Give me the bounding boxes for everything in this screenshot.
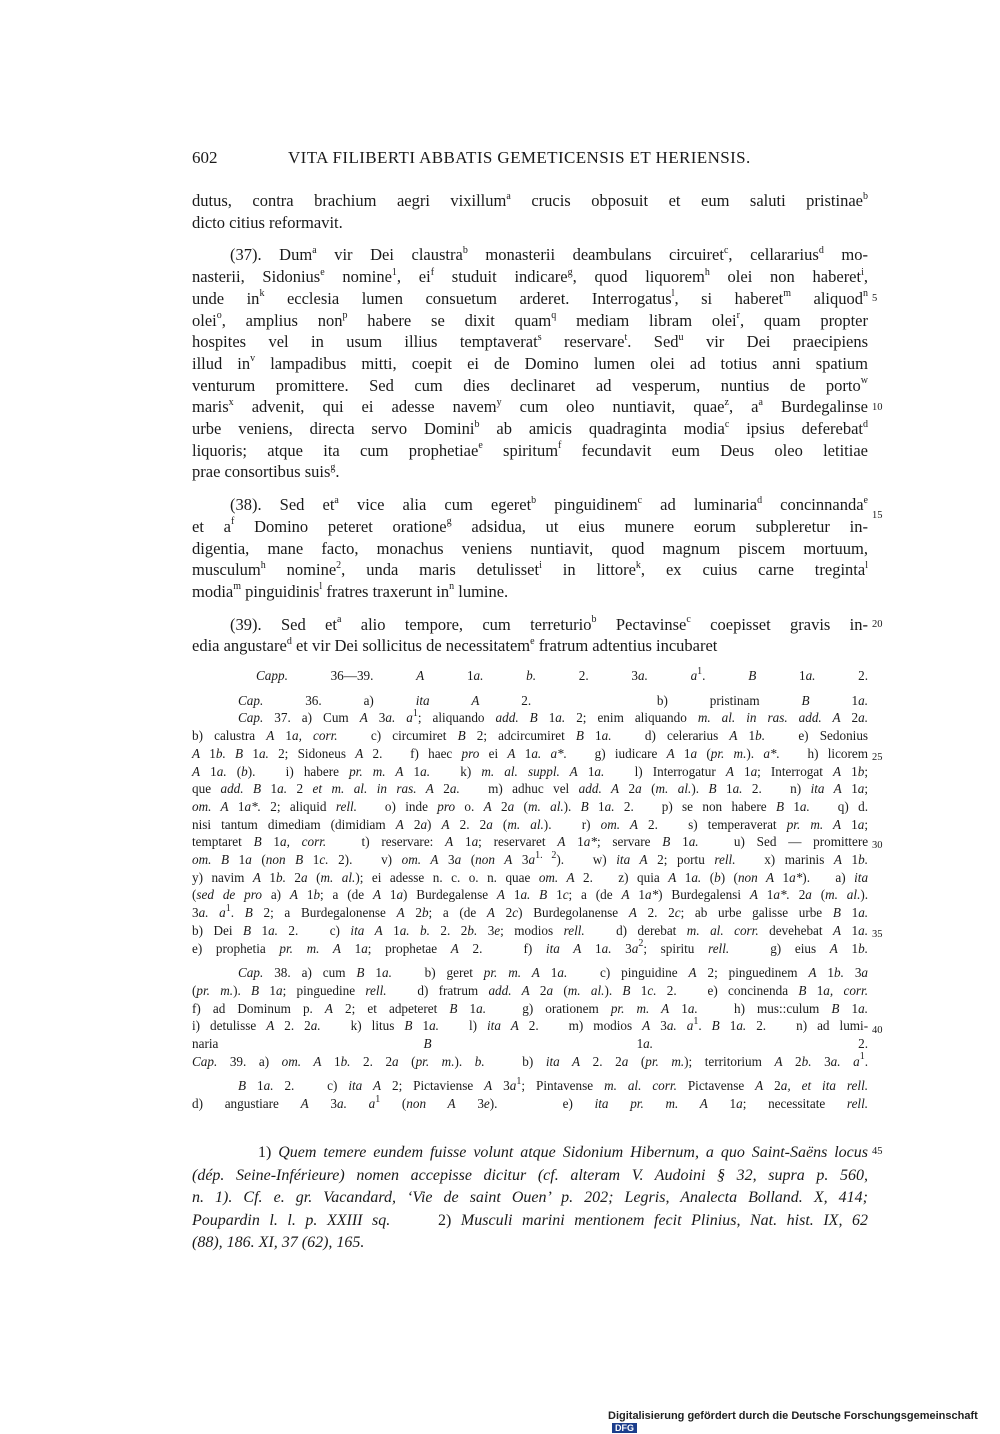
main-text-line: nasterii, Sidonius$^e$ nomine$^1$, $ei^f$ studuit indicare$^g$, quod liquorem$^h$ olei non haberet$^i$, <box>192 266 869 287</box>
line-number: 20 <box>872 619 883 630</box>
footnote-line: Poupardin l. l. p. XXIII sq. 2) Musculi marini mentionem fecit Plinius, Nat. hist. IX, 62 <box>192 1211 868 1229</box>
footer-credit <box>608 1410 1000 1434</box>
main-text-line: digentia, mane facto, monachus veniens nuntiavit, quod magnum piscem mortuum, <box>192 538 868 558</box>
apparatus-line: f) ad Dominum p. A 2; et adpeteret B 1a. g) orationem pr. m. A 1a. h) mus::culum B 1a. <box>192 1000 869 1016</box>
apparatus-line: om. B 1a (non B 1c. 2). v) om. A 3a (non A $3a^{1. 2}$). w) ita A 2; portu rell. x) marinis A 1b. <box>192 849 869 868</box>
apparatus-line: A 1a. (b). i) habere pr. m. A 1a. k) m. al. suppl. A 1a. l) Interrogatur A 1a; Interrogat A 1b; <box>192 763 869 779</box>
apparatus-line: y) navim A 1b. 2a (m. al.); ei adesse n. c. o. n. quae om. A 2. z) quia A 1a. (b) (non A 1a*). a) ita <box>192 869 869 885</box>
line-number: 35 <box>872 929 883 940</box>
apparatus-line: Cap. 38. a) cum B 1a. b) geret pr. m. A 1a. c) pinguidine A 2; pinguedinem A 1b. 3a <box>238 965 869 981</box>
apparatus-line: B 1a. 2. c) ita A 2; Pictaviense A $3a^1$; Pintavense m. al. corr. Pictavense A 2a, et ita rell. <box>238 1076 869 1094</box>
line-number: 40 <box>872 1025 883 1036</box>
main-text-line: (38). Sed $et^a$ vice alia cum egeret$^b$ pinguidinem$^c$ ad luminaria$^d$ concinnanda$^e$ <box>230 494 868 515</box>
main-text-line: prae consortibus suis$^g$. <box>192 461 340 482</box>
apparatus-line: d) angustiare A 3a. $a^1$ (non A 3e). e) ita pr. m. A 1a; necessitate rell. <box>192 1093 869 1112</box>
apparatus-line: naria B 1a. 2. <box>192 1036 869 1052</box>
apparatus-line: Capp. 36—39. A 1a. b. 2. 3a. $a^1$. B 1a. 2. <box>256 665 869 683</box>
apparatus-line: (sed de pro a) A 1b; a (de A 1a) Burdegalense A 1a. B 1c; a (de A 1a*) Burdegalensi A 1a*. 2a (m. al.). <box>192 887 869 903</box>
main-text-line: dutus, contra brachium aegri vixillum$^a$ crucis obposuit et eum saluti pristinae$^b$ <box>192 190 868 210</box>
main-text-line: et $a^f$ Domino peteret oratione$^g$ adsidua, ut eius munere eorum subpleretur in- <box>192 516 869 536</box>
main-text-line: olei$^o$, amplius non$^p$ habere se dixit quam$^q$ mediam libram olei$^r$, quam propter <box>192 310 869 330</box>
apparatus-line: i) detulisse A 2. 2a. k) litus B 1a. l) ita A 2. m) modios A 3a. $a^1$. B 1a. 2. n) ad lumi- <box>192 1015 869 1034</box>
main-text-line: unde $in^k$ ecclesia lumen consuetum arderet. Interrogatus$^l$, si haberet$^m$ aliquod$^n$ <box>192 288 868 308</box>
main-text <box>192 190 868 657</box>
apparatus-line: Cap. 37. a) Cum A 3a. $a^1$; aliquando add. B 1a. 2; enim aliquando m. al. in ras. add. A 2a. <box>238 708 869 726</box>
main-text-line: musculum$^h$ nomine$^2$, unda maris detulisset$^i$ in littore$^k$, ex cuius carne treginta$^l$ <box>192 559 868 580</box>
apparatus-line: nisi tantum dimediam (dimidiam A 2a) A 2. 2a (m. al.). r) om. A 2. s) temperaverat pr. m. A 1a; <box>192 816 869 832</box>
footnote-line: n. 1). Cf. e. gr. Vacandard, ‘Vie de saint Ouen’ p. 202; Legris, Analecta Bolland. X, 414; <box>192 1189 868 1206</box>
apparatus-line: A 1b. B 1a. 2; Sidoneus A 2. f) haec pro ei A 1a. a*. g) iudicare A 1a (pr. m.). a*. h) licorem <box>192 745 869 761</box>
line-number: 25 <box>872 752 883 763</box>
main-text-line: urbe veniens, directa servo Domini$^b$ ab amicis quadraginta modia$^c$ ipsius deferebat$^d$ <box>192 418 868 439</box>
line-number: 10 <box>872 402 883 413</box>
apparatus-line: e) prophetia pr. m. A 1a; prophetae A 2. f) ita A 1a. $3a^2$; spiritu rell. g) eius A 1b. <box>192 938 868 956</box>
footnote-line: (dép. Seine-Inférieure) nomen accepisse dicitur (cf. alteram V. Audoini § 32, supra p. 560, <box>192 1166 868 1184</box>
apparatus-line: b) Dei B 1a. 2. c) ita A 1a. b. 2. 2b. 3e; modios rell. d) derebat m. al. corr. devehebat A 1a. <box>192 922 869 938</box>
main-text-line: (39). Sed $et^a$ alio tempore, cum terreturio$^b$ Pectavinse$^c$ coepisset gravis in- <box>230 614 868 634</box>
apparatus-line: 3a. $a^1$. B 2; a Burdegalonense A 2b; a (de A 2c) Burdegolanense A 2. 2c; ab urbe galisse urbe B 1a. <box>192 902 869 921</box>
footnote-line: 1) Quem temere eundem fuisse volunt atque Sidonium Hibernum, a quo Saint-Saëns locus <box>258 1144 868 1161</box>
apparatus-line: Cap. 36. a) ita A 2. b) pristinam B 1a. <box>238 692 868 708</box>
apparatus-line: om. A 1a*. 2; aliquid rell. o) inde pro o. A 2a (m. al.). B 1a. 2. p) se non habere B 1a. q) d. <box>192 798 868 814</box>
main-text-line: liquoris; atque ita cum prophetiae$^e$ spiritum$^f$ fecundavit eum Deus oleo letitiae <box>192 440 868 460</box>
main-text-line: maris$^x$ advenit, qui ei adesse navem$^y$ cum oleo nuntiavit, quae$^z$, $a^a$ Burdegalinse <box>192 396 869 417</box>
main-text-line: modia$^m$ pinguidinis$^l$ fratres traxerunt $in^n$ lumine. <box>192 581 509 601</box>
credit-text: Digitalisierung gefördert durch die Deutsche Forschungsgemeinschaft <box>608 1410 978 1422</box>
apparatus-line: (pr. m.). B 1a; pinguedine rell. d) fratrum add. A 2a (m. al.). B 1c. 2. e) concinenda B 1a, corr. <box>192 982 869 998</box>
apparatus-line: que add. B 1a. 2 et m. al. in ras. A 2a. m) adhuc vel add. A 2a (m. al.). B 1a. 2. n) ita A 1a; <box>192 781 869 797</box>
line-number: 5 <box>872 293 878 304</box>
main-text-line: illud $in^v$ lampadibus mitti, coepit ei de Domino lumen olei ad totius anni spatium <box>192 353 868 373</box>
main-text-line: venturum promittere. Sed cum dies declinaret ad vesperum, nuntius de porto$^w$ <box>192 375 868 395</box>
main-text-line: hospites vel in usum illius temptaverat$^s$ reservare$^t$. Sed$^u$ vir Dei praecipiens <box>192 331 869 352</box>
footnote-line: (88), 186. XI, 37 (62), 165. <box>192 1234 365 1251</box>
running-title: VITA FILIBERTI ABBATIS GEMETICENSIS ET HERIENSIS. <box>288 148 751 167</box>
critical-apparatus <box>192 667 868 1113</box>
dfg-logo: DFG <box>612 1423 637 1433</box>
apparatus-line: temptaret B 1a, corr. t) reservare: A 1a; reservaret A 1a*; servare B 1a. u) Sed — promittere <box>192 834 869 850</box>
line-number: 30 <box>872 840 883 851</box>
footnotes <box>192 1142 868 1255</box>
line-number: 15 <box>872 510 883 521</box>
main-text-line: dicto citius reformavit. <box>192 212 343 232</box>
line-number: 45 <box>872 1146 883 1157</box>
apparatus-line: b) calustra A 1a, corr. c) circumiret B 2; adcircumiret B 1a. d) celerarius A 1b. e) Sedonius <box>192 728 869 744</box>
main-text-line: (37). Dum$^a$ vir Dei claustra$^b$ monasterii deambulans circuiret$^c$, cellararius$^d$ mo- <box>230 244 868 265</box>
page-number: 602 <box>192 148 218 167</box>
apparatus-line: Cap. 39. a) om. A 1b. 2. 2a (pr. m.). b. b) ita A 2. 2a (pr. m.); territorium A 2b. 3a. $a^1$. <box>192 1051 868 1069</box>
main-text-line: edia angustare$^d$ et vir Dei sollicitus de necessitatem$^e$ fratrum adtentius incubaret <box>192 635 718 656</box>
